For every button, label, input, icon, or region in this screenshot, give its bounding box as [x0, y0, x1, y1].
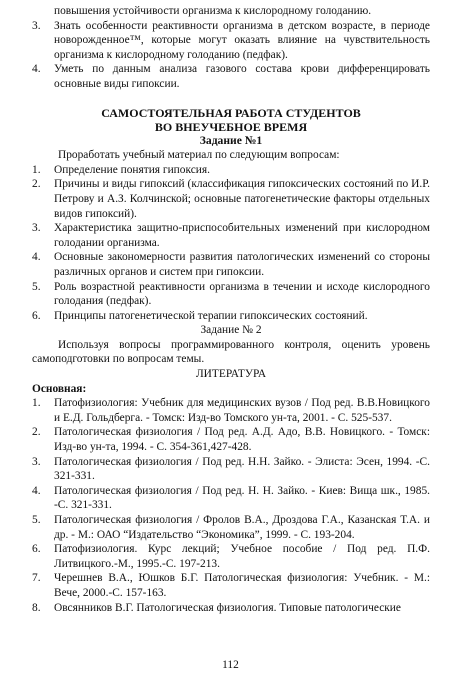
reference-number: 7.: [32, 572, 41, 585]
reference-text: Патологическая физиология / Под ред. Н.Н. Зайко. - Элиста: Эсен, 1994. -С. 321-331.: [54, 455, 430, 483]
question-item: [32, 177, 430, 221]
question-number: 1.: [32, 163, 41, 176]
question-text: Причины и виды гипоксий (классификация гипоксических состояний по И.Р. Петрову и А.З. Колчинской; основные патогенетические факторы отдельных видов гипоксий).: [54, 178, 430, 220]
question-text: Определение понятия гипоксия.: [54, 163, 210, 176]
objective-number: 4.: [32, 63, 41, 76]
question-number: 4.: [32, 251, 41, 264]
task1-heading: Задание №1: [199, 133, 263, 147]
question-number: 3.: [32, 222, 41, 235]
section-title-line2: ВО ВНЕУЧЕБНОЕ ВРЕМЯ: [154, 119, 308, 134]
reference-item: [32, 455, 430, 484]
reference-text: Патологическая физиология / Фролов В.А., Дроздова Г.А., Казанская Т.А. и др. - М.: ОАО “Издательство “Экономика”, 1999. - С. 193-204.: [54, 514, 430, 541]
reference-text: Патофизиология. Курс лекций; Учебное пособие / Под ред. П.Ф. Литвицкого.-М., 1995.-С. 197-213.: [54, 543, 430, 570]
reference-number: 8.: [32, 601, 41, 614]
reference-number: 5.: [32, 514, 41, 526]
task2-text: Используя вопросы программированного контроля, оценить уровень самоподготовки по вопросам темы.: [32, 338, 430, 366]
objective-item: [32, 62, 430, 91]
questions-list: [32, 163, 430, 324]
question-item: [32, 309, 430, 324]
objective-number: 3.: [32, 19, 41, 32]
reference-number: 4.: [32, 484, 41, 497]
continued-line: повышения устойчивости организма к кислородному голоданию.: [54, 5, 372, 17]
reference-number: 3.: [32, 455, 41, 468]
reference-item: [32, 542, 430, 571]
question-text: Принципы патогенетической терапии гипоксических состояний.: [54, 309, 368, 322]
reference-item: [32, 571, 430, 600]
question-item: [32, 250, 430, 279]
references-list: [32, 396, 430, 615]
question-item: [32, 221, 430, 250]
objective-text: Уметь по данным анализа газового состава крови дифференцировать основные виды гипоксии.: [54, 63, 430, 90]
question-number: 5.: [32, 280, 41, 293]
reference-item: [32, 601, 430, 616]
reference-number: 2.: [32, 426, 41, 439]
reference-text: Черешнев В.А., Юшков Б.Г. Патологическая физиология: Учебник. - М.: Вече, 2000.-С. 157-163.: [54, 572, 430, 599]
reference-text: Патофизиология: Учебник для медицинских вузов / Под ред. В.В.Новицкого и Е.Д. Гольдберга. - Томск: Изд-во Томского ун-та, 2001. - С. 525-537.: [54, 397, 430, 424]
task1-lead: Проработать учебный материал по следующим вопросам:: [58, 149, 340, 162]
reference-item: [32, 513, 430, 542]
page-content: [32, 4, 430, 615]
reference-number: 6.: [32, 543, 41, 556]
objective-text: Знать особенности реактивности организма в детском возрасте, в периоде новорожденное™, которые могут оказать влияние на чувствительность организма к кислородному голоданию (педфак).: [54, 19, 430, 61]
reference-number: 1.: [32, 397, 41, 410]
question-text: Роль возрастной реактивности организма в течении и исходе кислородного голодания (педфак).: [54, 280, 430, 308]
question-number: 2.: [32, 178, 41, 191]
question-number: 6.: [32, 309, 41, 322]
question-item: [32, 280, 430, 309]
question-text: Характеристика защитно-приспособительных изменений при кислородном голодании организма.: [54, 222, 430, 249]
question-item: [32, 163, 430, 178]
reference-item: [32, 396, 430, 425]
page-number: 112: [222, 659, 239, 671]
reference-item: [32, 425, 430, 454]
reference-text: Патологическая физиология / Под ред. А.Д. Адо, В.В. Новицкого. - Томск: Изд-во ун-та, 1994. - С. 354-361,427-428.: [54, 426, 430, 454]
section-title-line1: САМОСТОЯТЕЛЬНАЯ РАБОТА СТУДЕНТОВ: [101, 105, 361, 120]
literature-main-label: Основная:: [32, 382, 87, 395]
literature-title: ЛИТЕРАТУРА: [195, 368, 267, 381]
objective-item: [32, 19, 430, 63]
objectives-list: [32, 19, 430, 92]
question-text: Основные закономерности развития патологических изменений со стороны различных органов и систем при гипоксии.: [54, 251, 430, 278]
reference-text: Овсянников В.Г. Патологическая физиология. Типовые патологические: [54, 601, 401, 614]
reference-item: [32, 484, 430, 513]
reference-text: Патологическая физиология / Под ред. Н. Н. Зайко. - Киев: Вища шк., 1985. -С. 321-331.: [54, 484, 430, 512]
task2-heading: Задание № 2: [200, 324, 262, 337]
